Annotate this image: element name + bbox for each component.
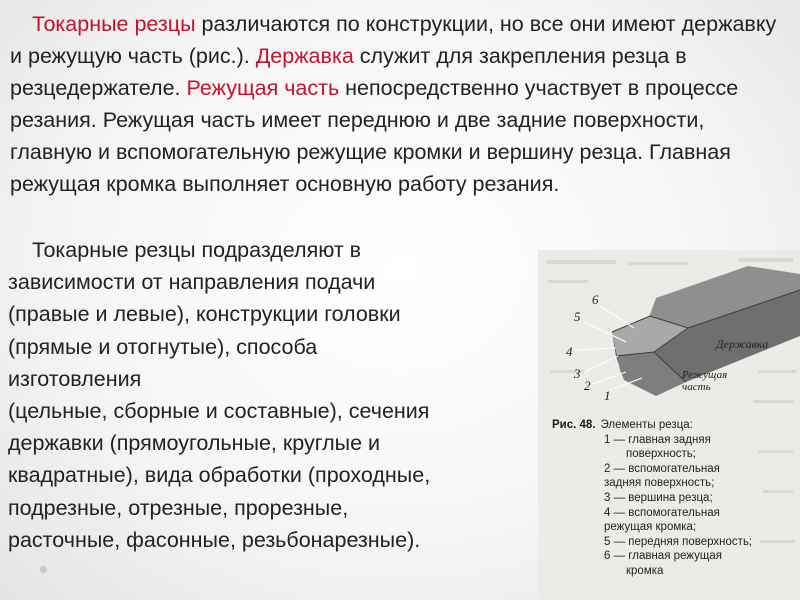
classification-line: расточные, фасонные, резьбонарезные). xyxy=(8,527,421,552)
intro-text-3: непосредственно участвует в процессе резания. Режущая часть имеет переднюю и две задние поверхности, главную и вспомогательную режущие кромки и вершину резца. Главная режущая кромка выполняет основную работу резания. xyxy=(10,76,739,196)
intro-paragraph xyxy=(10,8,790,200)
caption-item-line: 3 — вершина резца; xyxy=(604,491,713,504)
classification-line: (правые и левые), конструкции головки xyxy=(8,302,401,327)
label-number-4: 4 xyxy=(566,344,573,359)
caption-item xyxy=(552,462,792,491)
caption-item-line: режущая кромка; xyxy=(604,521,697,534)
classification-line: квадратные), вида обработки (проходные, xyxy=(8,463,431,488)
caption-item-line: кромка xyxy=(626,564,664,577)
label-number-6: 6 xyxy=(592,292,599,307)
caption-item xyxy=(552,549,792,578)
slide-bullet-dot xyxy=(40,566,47,573)
label-holder: Державка xyxy=(716,337,769,351)
classification-line: зависимости от направления подачи xyxy=(8,270,376,295)
label-number-2: 2 xyxy=(584,378,591,393)
caption-item-line: 6 — главная режущая xyxy=(604,550,722,563)
classification-line: подрезные, отрезные, прорезные, xyxy=(8,495,349,520)
classification-paragraph xyxy=(8,234,538,556)
caption-item-line: задняя поверхность; xyxy=(604,477,715,490)
intro-text-2: служит для закрепления резца в резцедержателе. xyxy=(10,44,687,100)
label-number-1: 1 xyxy=(604,388,611,403)
caption-label: Рис. 48. xyxy=(552,419,596,431)
caption-item-line: 5 — передняя поверхность; xyxy=(604,535,753,548)
label-number-3: 3 xyxy=(574,366,581,381)
caption-item-line: 4 — вспомогательная xyxy=(604,506,720,519)
classification-line: изготовления xyxy=(8,366,142,391)
term-turning-tools: Токарные резцы xyxy=(32,12,196,36)
classification-line: (прямые и отогнутые), способа xyxy=(8,334,318,359)
caption-item xyxy=(552,491,792,506)
cutting-tool-figure xyxy=(538,250,800,600)
caption-item-line: 1 — главная задняя xyxy=(604,433,711,446)
caption-item-line: 2 — вспомогательная xyxy=(604,462,720,475)
figure-caption xyxy=(552,418,792,579)
term-cutting-part: Режущая часть xyxy=(186,76,340,100)
label-cutting-part-1: Режущая xyxy=(682,369,728,381)
term-holder: Державка xyxy=(255,44,354,68)
label-cutting-part-2: часть xyxy=(682,381,711,393)
caption-item xyxy=(552,433,792,462)
classification-line: державки (прямоугольные, круглые и xyxy=(8,431,381,456)
caption-item xyxy=(552,535,792,550)
caption-item xyxy=(552,506,792,535)
tool-drawing xyxy=(538,250,800,420)
label-number-5: 5 xyxy=(574,309,581,324)
intro-text-1: различаются по конструкции, но все они имеют державку и режущую часть (рис.). xyxy=(10,12,777,68)
caption-header xyxy=(552,418,792,433)
caption-title: Элементы резца: xyxy=(600,419,693,431)
caption-item-line: поверхность; xyxy=(626,448,696,461)
classification-line: Токарные резцы подразделяют в xyxy=(32,238,362,262)
classification-line: (цельные, сборные и составные), сечения xyxy=(8,399,430,424)
